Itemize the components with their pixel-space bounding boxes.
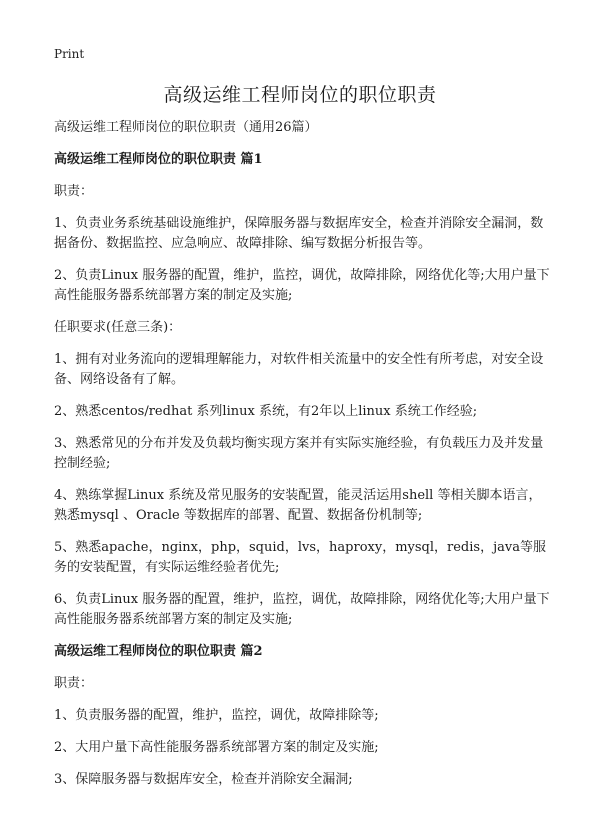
paragraph: 1、负责业务系统基础设施维护，保障服务器与数据库安全，检查并消除安全漏洞，数据备份、数据监控、应急响应、故障排除、编写数据分析报告等。 xyxy=(54,216,544,251)
paragraph: 2、熟悉centos/redhat 系列linux 系统，有2年以上linux 系统工作经验; xyxy=(54,404,478,419)
document-subtitle: 高级运维工程师岗位的职位职责（通用26篇） xyxy=(54,120,318,135)
paragraph: 职责： xyxy=(54,184,94,199)
paragraph: 3、熟悉常见的分布并发及负载均衡实现方案并有实际实施经验，有负载压力及并发量控制经验; xyxy=(54,436,544,471)
paragraph: 2、负责Linux 服务器的配置，维护，监控，调优，故障排除，网络优化等;大用户量下高性能服务器系统部署方案的制定及实施; xyxy=(54,268,550,303)
paragraph: 6、负责Linux 服务器的配置，维护，监控，调优，故障排除，网络优化等;大用户量下高性能服务器系统部署方案的制定及实施; xyxy=(54,592,550,627)
section-heading: 高级运维工程师岗位的职位职责 篇2 xyxy=(54,644,263,659)
paragraph: 职责： xyxy=(54,676,94,691)
paragraph: 1、负责服务器的配置，维护，监控，调优，故障排除等; xyxy=(54,708,379,723)
document-body xyxy=(54,118,554,802)
paragraph: 2、大用户量下高性能服务器系统部署方案的制定及实施; xyxy=(54,740,379,755)
document-title: 高级运维工程师岗位的职位职责 xyxy=(163,84,437,106)
paragraph: 5、熟悉apache，nginx，php，squid，lvs，haproxy，mysql，redis，java等服务的安装配置，有实际运维经验者优先; xyxy=(54,540,546,575)
paragraph: 4、熟练掌握Linux 系统及常见服务的安装配置，能灵活运用shell 等相关脚本语言，熟悉mysql 、Oracle 等数据库的部署、配置、数据备份机制等; xyxy=(54,488,542,523)
paragraph: 1、拥有对业务流向的逻辑理解能力，对软件相关流量中的安全性有所考虑，对安全设备、网络设备有了解。 xyxy=(54,352,544,387)
paragraph: 3、保障服务器与数据库安全，检查并消除安全漏洞; xyxy=(54,772,353,787)
paragraph: 任职要求(任意三条)： xyxy=(54,320,182,335)
section-heading: 高级运维工程师岗位的职位职责 篇1 xyxy=(54,152,263,167)
print-label: Print xyxy=(54,47,85,61)
